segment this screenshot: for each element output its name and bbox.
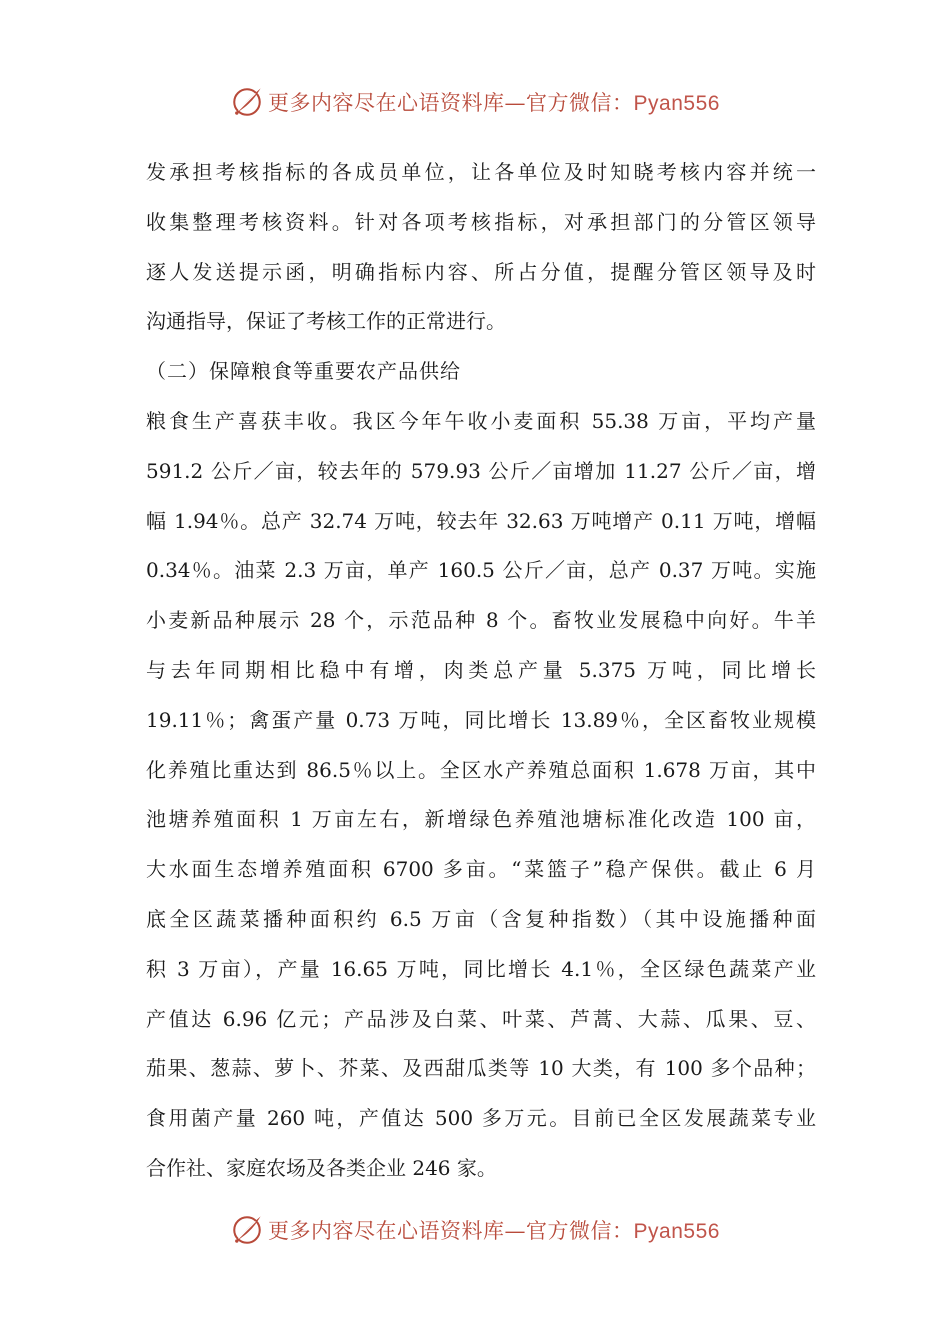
text-line: 粮食生产喜获丰收。我区今年午收小麦面积 55.38 万亩，平均产量 (146, 408, 816, 433)
text-line: 发承担考核指标的各成员单位，让各单位及时知晓考核内容并统一 (146, 160, 816, 184)
text-line: 食用菌产量 260 吨，产值达 500 多万元。目前已全区发展蔬菜专业 (146, 1106, 816, 1131)
text-line: 合作社、家庭农场及各类企业 246 家。 (146, 1155, 497, 1180)
quill-logo-icon (230, 85, 264, 119)
text-line: 产值达 6.96 亿元；产品涉及白菜、叶菜、芦蒿、大蒜、瓜果、豆、 (146, 1006, 816, 1031)
text-line: 0.34％。油菜 2.3 万亩，单产 160.5 公斤／亩，总产 0.37 万吨。实施 (146, 558, 816, 583)
watermark-prefix: 更多内容尽在心语资料库—官方微信： (268, 1219, 634, 1243)
quill-logo-icon (230, 1213, 264, 1247)
watermark-account: Pyan556 (633, 92, 720, 115)
text-line: 收集整理考核资料。针对各项考核指标，对承担部门的分管区领导 (146, 209, 816, 234)
section-heading: （二）保障粮食等重要农产品供给 (146, 359, 461, 384)
text-line: 积 3 万亩），产量 16.65 万吨，同比增长 4.1％，全区绿色蔬菜产业 (146, 956, 816, 981)
text-line: 底全区蔬菜播种面积约 6.5 万亩（含复种指数）（其中设施播种面 (146, 906, 816, 931)
text-line: 化养殖比重达到 86.5％以上。全区水产养殖总面积 1.678 万亩，其中 (146, 757, 816, 782)
text-line: 茄果、葱蒜、萝卜、芥菜、及西甜瓜类等 10 大类，有 100 多个品种； (146, 1056, 816, 1081)
watermark-text (268, 87, 720, 117)
text-line: 逐人发送提示函，明确指标内容、所占分值，提醒分管区领导及时 (146, 259, 816, 284)
text-line: 小麦新品种展示 28 个，示范品种 8 个。畜牧业发展稳中向好。牛羊 (146, 608, 816, 633)
paragraph-before-heading (146, 148, 816, 347)
document-body (146, 148, 816, 1194)
watermark-prefix: 更多内容尽在心语资料库—官方微信： (268, 91, 634, 115)
text-line: 幅 1.94％。总产 32.74 万吨，较去年 32.63 万吨增产 0.11 万吨，增幅 (146, 508, 816, 533)
text-line: 大水面生态增养殖面积 6700 多亩。“菜篮子”稳产保供。截止 6 月 (146, 857, 816, 882)
text-line: 591.2 公斤／亩，较去年的 579.93 公斤／亩增加 11.27 公斤／亩，增 (146, 458, 816, 483)
header-watermark (0, 82, 950, 122)
watermark-account: Pyan556 (633, 1220, 720, 1243)
footer-watermark (0, 1210, 950, 1250)
watermark-text (268, 1215, 720, 1245)
paragraph-after-heading (146, 397, 816, 1194)
text-line: 沟通指导，保证了考核工作的正常进行。 (146, 309, 506, 334)
text-line: 池塘养殖面积 1 万亩左右，新增绿色养殖池塘标准化改造 100 亩， (146, 807, 816, 832)
text-line: 与去年同期相比稳中有增，肉类总产量 5.375 万吨，同比增长 (146, 657, 816, 682)
text-line: 19.11％；禽蛋产量 0.73 万吨，同比增长 13.89％，全区畜牧业规模 (146, 707, 816, 732)
